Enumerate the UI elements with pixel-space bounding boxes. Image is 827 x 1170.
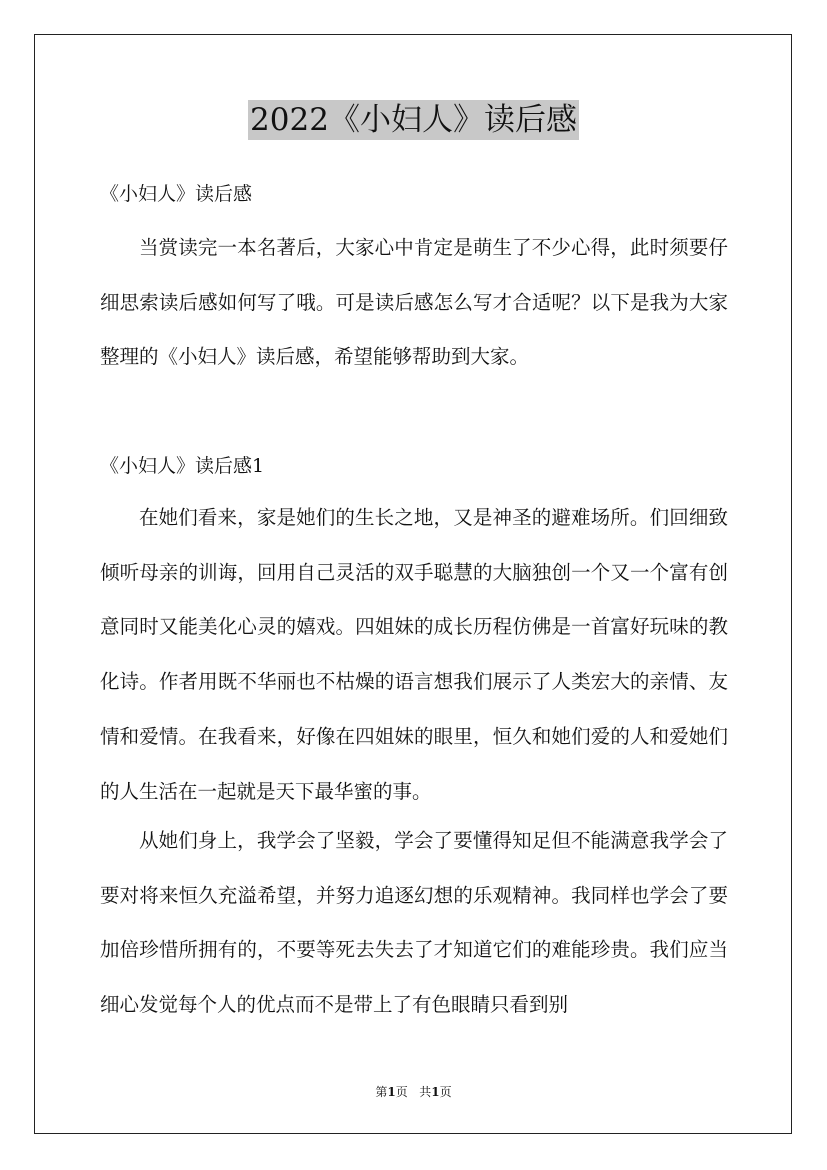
section1-paragraph-2: 从她们身上，我学会了坚毅，学会了要懂得知足但不能满意我学会了要对将来恒久充溢希望，并努力追逐幻想的乐观精神。我同样也学会了要加倍珍惜所拥有的，不要等死去失去了才知道它们的难能珍贵。我们应当细心发觉每个人的优点而不是带上了有色眼睛只看到别 (100, 829, 728, 1017)
footer-total-number: 1 (431, 1085, 440, 1099)
footer-total-suffix: 页 (439, 1085, 452, 1099)
intro-paragraph: 当赏读完一本名著后，大家心中肯定是萌生了不少心得，此时须要仔细思索读后感如何写了哦。可是读后感怎么写才合适呢？以下是我为大家整理的《小妇人》读后感，希望能够帮助到大家。 (100, 236, 728, 369)
intro-heading: 《小妇人》读后感 (100, 183, 253, 205)
footer-page-suffix: 页 (395, 1085, 408, 1099)
document-title: 2022《小妇人》读后感 (250, 102, 577, 138)
section1-paragraph-1: 在她们看来，家是她们的生长之地，又是神圣的避难场所。们回细致倾听母亲的训诲，回用自己灵活的双手聪慧的大脑独创一个又一个富有创意同时又能美化心灵的嬉戏。四姐妹的成长历程仿佛是一首富好玩味的教化诗。作者用既不华丽也不枯燥的语言想我们展示了人类宏大的亲情、友情和爱情。在我看来，好像在四姐妹的眼里，恒久和她们爱的人和爱她们的人生活在一起就是天下最华蜜的事。 (100, 506, 728, 803)
page-footer (0, 1084, 827, 1100)
title-container (0, 100, 827, 140)
section1-heading: 《小妇人》读后感1 (100, 455, 265, 477)
footer-total-prefix: 共 (419, 1085, 432, 1099)
footer-page-number: 1 (387, 1085, 396, 1099)
footer-page-prefix: 第 (375, 1085, 388, 1099)
